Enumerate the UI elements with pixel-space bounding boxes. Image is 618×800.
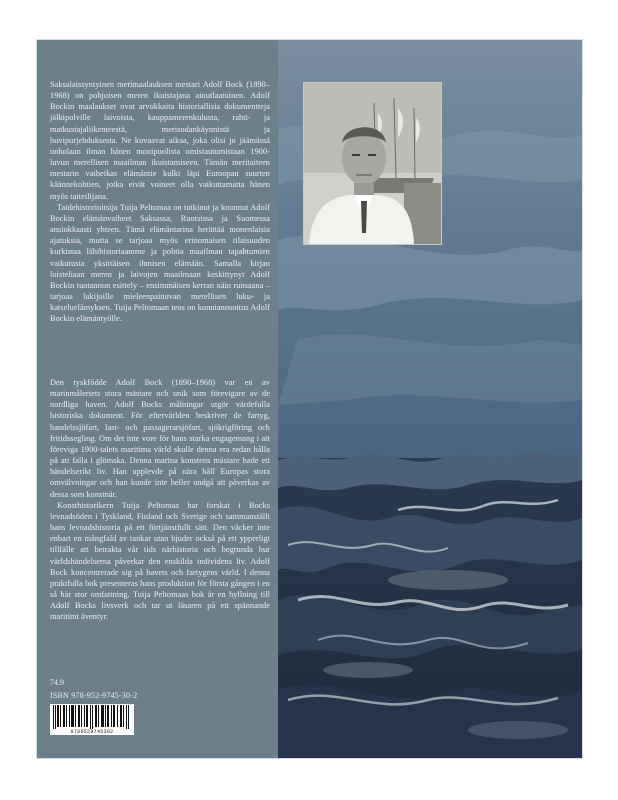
finnish-description: [50, 79, 270, 324]
finnish-paragraph-2: Taidehistorioitsija Tuija Peltomaa on tutkinut ja koonnut Adolf Bockin elämänvaiheet Saksassa, Ruotsissa ja Suomessa ansiokkaasti yhteen. Tämä elämäntarina herättää monenlaisia ajatuksia, mutta se tarjoaa myös erinomaisen tilaisuuden kurkistaa lähihistoriaamme ja pohtia maailman tapahtumien vaikutusta yksittäisen ihmisen elämään. Samalla kirjan loisteliaan meren ja laivojen maailmaan keskittynyt Adolf Bockin tuotannon esittely – ensimmäisen kerran näin runsaana – tarjoaa lukijoille mieleenpainuvan merellisen luku- ja katseluelämyksen. Tuija Peltomaan teos on kunnianosoitus Adolf Bockin elämäntyölle.: [50, 202, 270, 324]
isbn: ISBN 978-952-9745-30-2: [50, 691, 138, 700]
finnish-paragraph-1: Saksalaissyntyinen merimaalauksen mestari Adolf Bock (1890–1968) on pohjoisen meren ikuistajana ainutlaatuinen. Adolf Bockin maalaukset ovat arvokkaita historiallisia dokumentteja jälkipolville laivoista, kauppamerenkulusta, rahti- ja matkustajaliikenteestä, merisodankäynnistä ja huvipurjehduksesta. Ne kuvaavat aikaa, joka olisi jo jäämässä unholaan ilman hänen monipuolista omistautumistaan 1900-luvun merellisen maailman ikuistamiseen. Tämän meritaiteen mestarin vaiheikas elämäntie kulki läpi Euroopan suurten käännekohtien, jotka eivät voineet olla vaikuttamatta hänen myös taiteilijana.: [50, 80, 270, 201]
swedish-description: [50, 377, 270, 622]
barcode-bars-icon: [50, 704, 134, 729]
portrait-icon: [304, 83, 441, 244]
artist-portrait-photo: [303, 82, 442, 245]
text-panel: [37, 40, 278, 758]
book-back-cover: [37, 40, 582, 758]
swedish-paragraph-2: Konsthistorikern Tuija Peltomaa har forskat i Bocks levnadsöden i Tyskland, Finland och Sverige och sammanställt hans levnadshistoria på ett förtjänstfullt sätt. Den väcker inte enbart en mångfald av tankar utan bjuder också på ett ypperligt tillfälle att betrakta vår tids närhistoria och begrunda hur världshändelserna påverkar den enskilda individens liv. Adolf Bock koncentrerade sig på havets och fartygens värld. I denna praktfulla bok presenteras hans produktion för första gången i en så här stor omfattning. Tuija Peltomaas bok är en hyllning till Adolf Bocks livsverk och tar ut läsaren på ett spännande maritimt äventyr.: [50, 500, 270, 622]
barcode: [50, 704, 134, 735]
price-code: 74.9: [50, 678, 64, 687]
swedish-paragraph-1: Den tyskfödde Adolf Bock (1890–1968) var en av marinmåleriets stora mästare och unik som förevigare av de nordliga haven. Adolf Bocks målningar utgör värdefulla historiska dokument. För eftervärlden beskriver de fartyg, handelssjöfart, last- och passagerarsjöfart, sjökrigföring och fritidssegling. Om det inte vore för hans starka engagemang i att föreviga 1900-talets maritima värld skulle denna era redan hålla på att falla i glömska. Denna marina konstens mästare hade ett händelserikt liv. Han upplevde på nära håll Europas stora omvälvningar och han kunde inte heller undgå att påverkas av dessa som konstnär.: [50, 378, 270, 499]
barcode-digits: 9789529745302: [50, 729, 134, 735]
